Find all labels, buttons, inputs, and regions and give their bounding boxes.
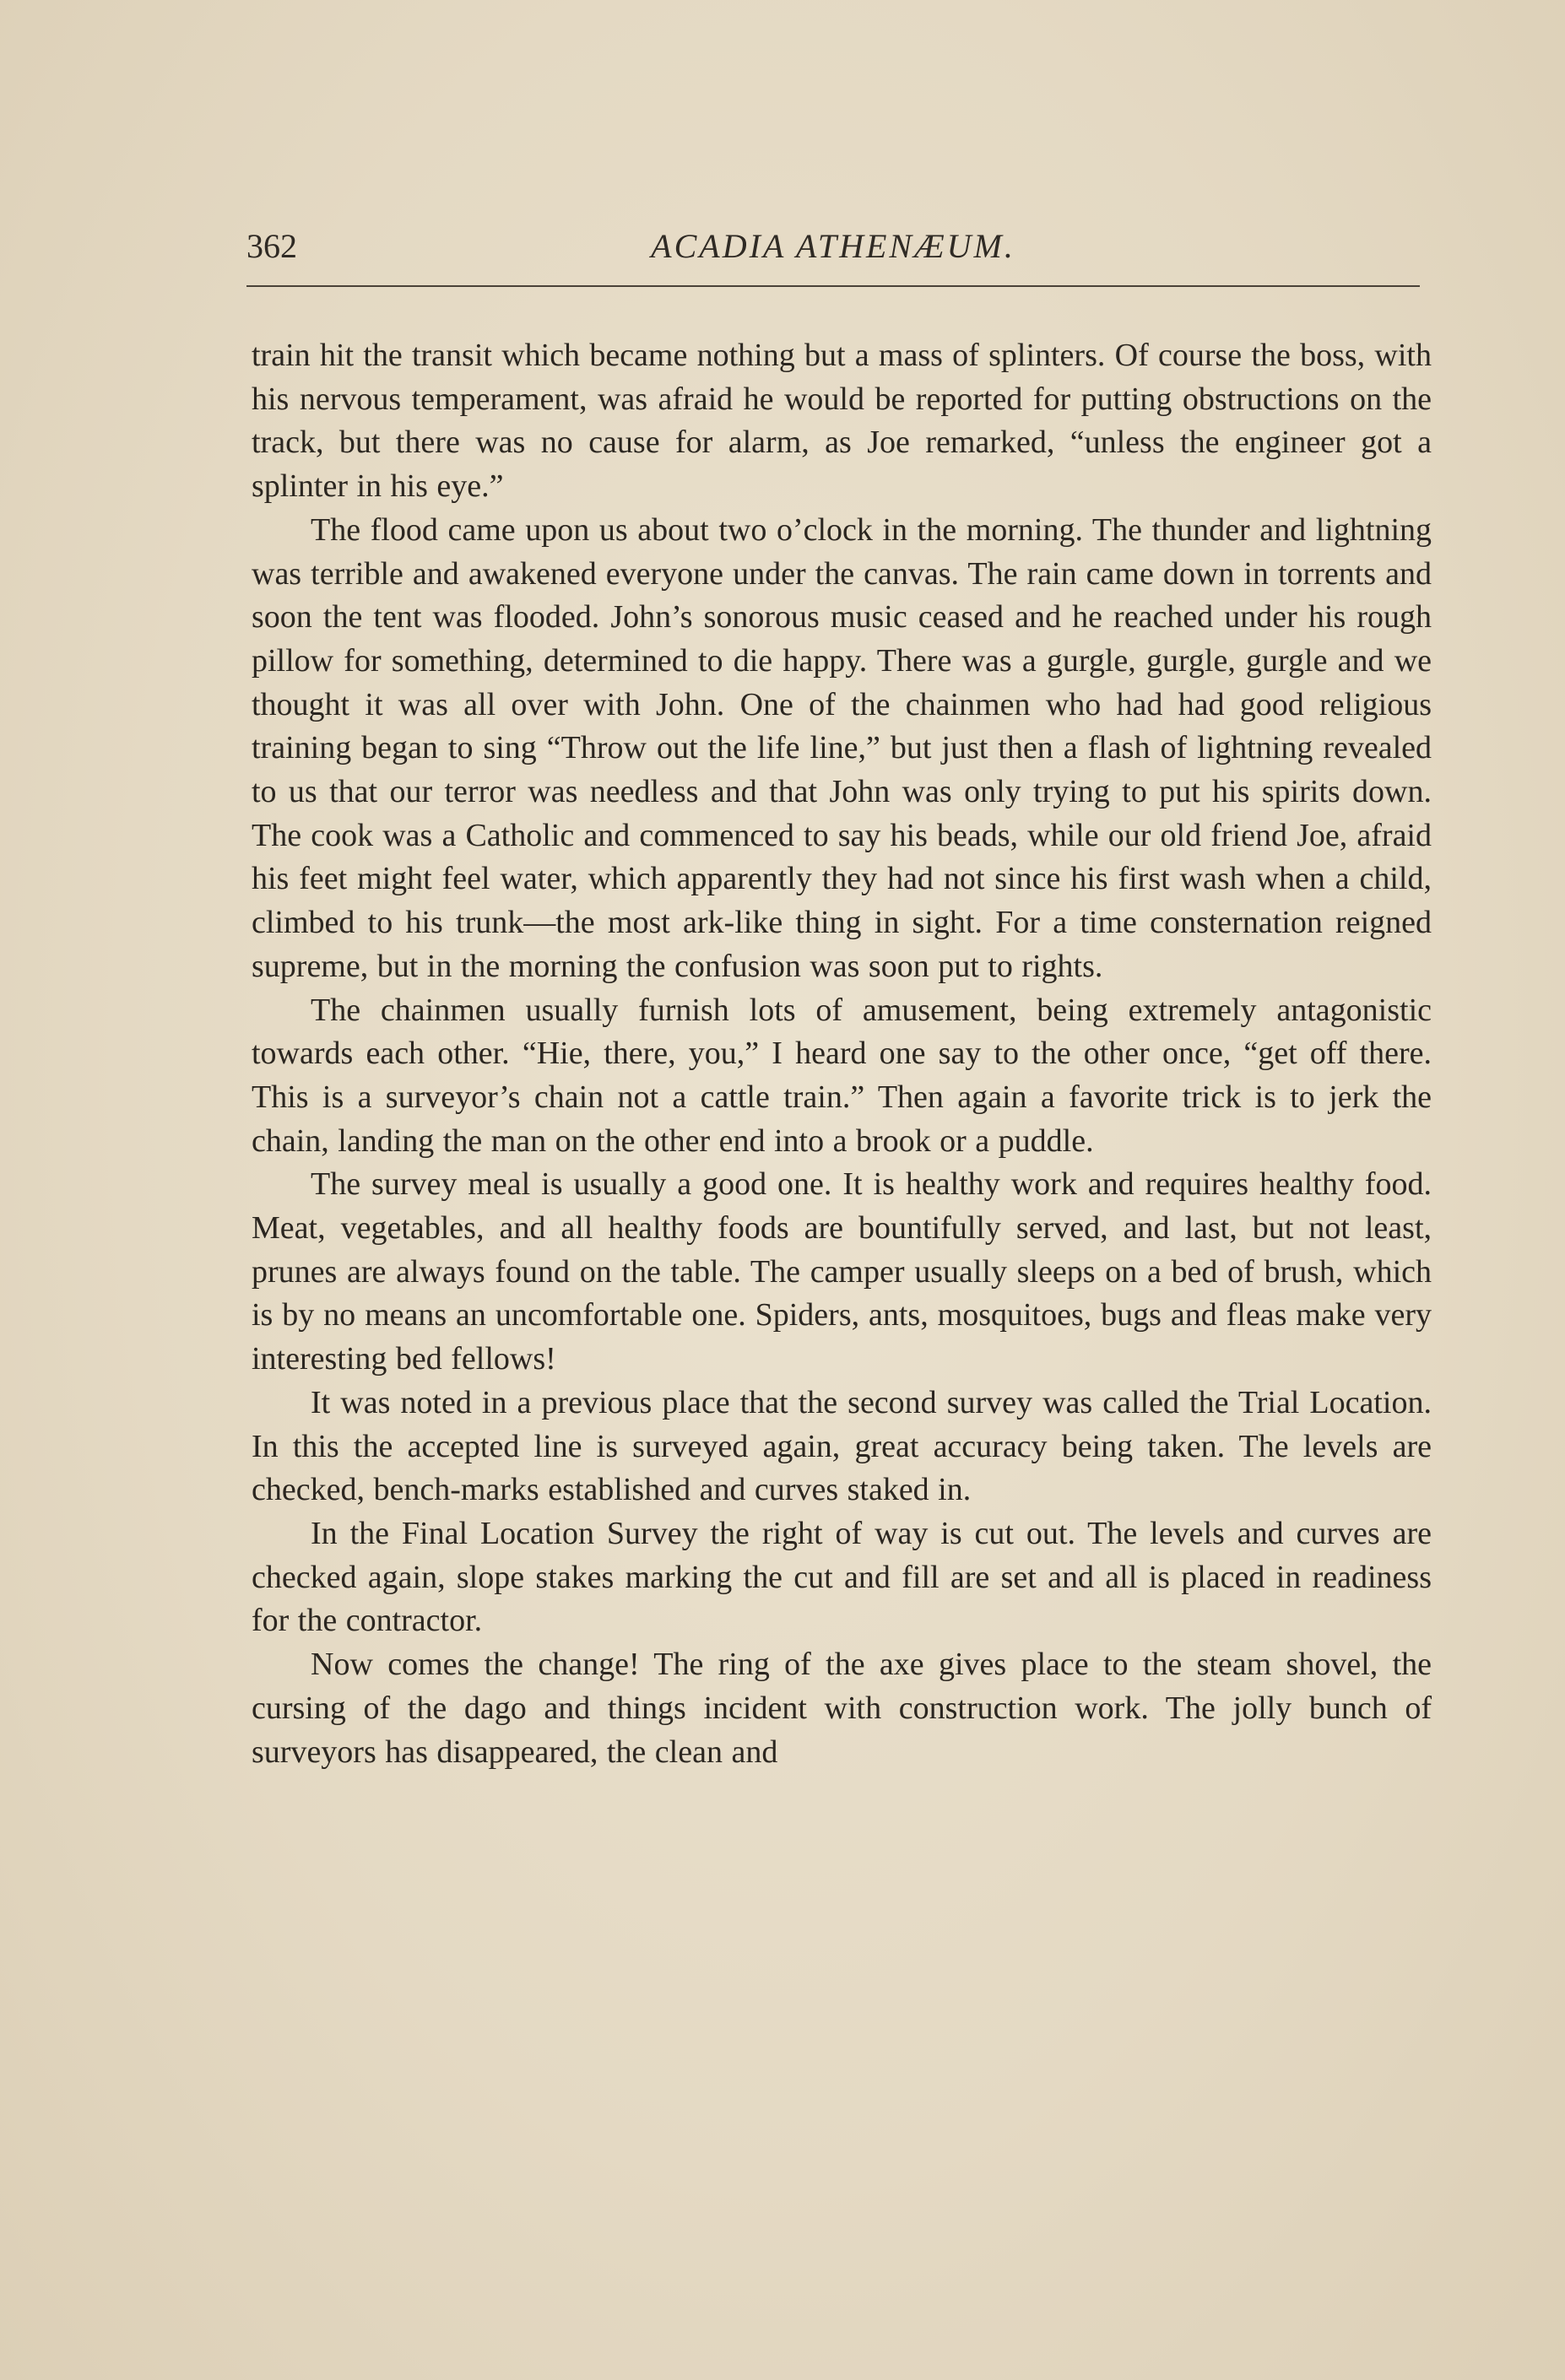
paragraph-flood: The flood came upon us about two o’clock in the morning. The thunder and lightning was terrible and awakened everyone under the canvas. The rain came down in torrents and soon the tent was flooded. John’s sonorous music ceased and he reached under his rough pillow for something, determined to die happy. There was a gurgle, gurgle, gurgle and we thought it was all over with John. One of the chainmen who had had good religious training began to sing “Throw out the life line,” but just then a flash of lightning revealed to us that our terror was needless and that John was only trying to put his spirits down. The cook was a Catholic and commenced to say his beads, while our old friend Joe, afraid his feet might feel water, which apparently they had not since his first wash when a child, climbed to his trunk—the most ark-like thing in sight. For a time consternation reigned supreme, but in the morning the confusion was soon put to rights. [252, 511, 1432, 984]
article-body [252, 334, 1432, 1774]
header-rule [246, 285, 1420, 287]
paragraph-chainmen: The chainmen usually furnish lots of amusement, being extremely antagonistic towards each other. “Hie, there, you,” I heard one say to the other once, “get off there. This is a surveyor’s chain not a cattle train.” Then again a favorite trick is to jerk the chain, landing the man on the other end into a brook or a puddle. [252, 992, 1432, 1159]
running-title: ACADIA ATHENÆUM. [651, 227, 1015, 265]
paragraph-final-location: In the Final Location Survey the right of way is cut out. The levels and curves are checked again, slope stakes marking the cut and fill are set and all is placed in readiness for the contractor. [252, 1515, 1432, 1639]
paragraph-trial-location: It was noted in a previous place that the second survey was called the Trial Location. In this the accepted line is surveyed again, great accuracy being taken. The levels are checked, bench-marks established and curves staked in. [252, 1384, 1432, 1508]
paragraph-survey-meal: The survey meal is usually a good one. It is healthy work and requires healthy food. Meat, vegetables, and all healthy foods are bountifully served, and last, but not least, prunes are always found on the table. The camper usually sleeps on a bed of brush, which is by no means an uncomfortable one. Spiders, ants, mosquitoes, bugs and fleas make very interesting bed fellows! [252, 1166, 1432, 1377]
page-header [246, 221, 1420, 280]
paragraph-continued: train hit the transit which became nothing but a mass of splinters. Of course the boss, with his nervous temperament, was afraid he would be reported for putting obstructions on the track, but there was no cause for alarm, as Joe remarked, “unless the engineer got a splinter in his eye.” [252, 338, 1432, 505]
paragraph-construction: Now comes the change! The ring of the axe gives place to the steam shovel, the cursing of the dago and things incident with construction work. The jolly bunch of surveyors has disappeared, the clean and [252, 1647, 1432, 1770]
page-number: 362 [246, 227, 297, 265]
